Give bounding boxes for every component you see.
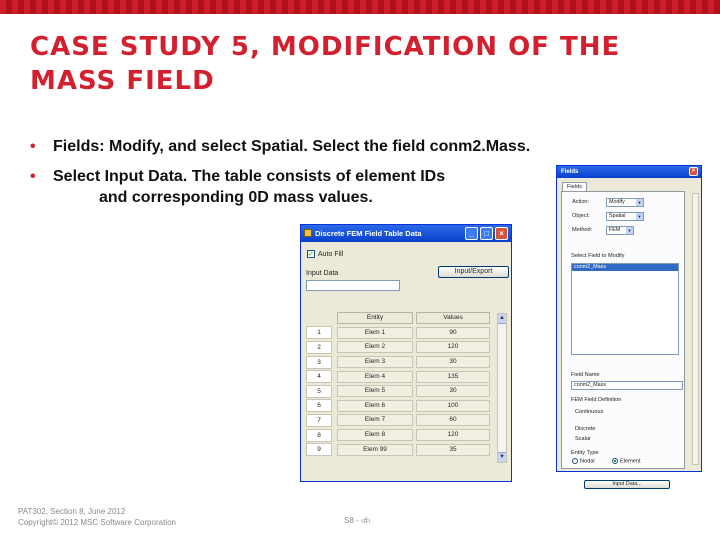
close-button[interactable]: × bbox=[495, 227, 508, 240]
row-number[interactable]: 2 bbox=[306, 341, 332, 354]
fields-tab-panel bbox=[561, 191, 685, 487]
dialog-titlebar[interactable] bbox=[301, 225, 511, 242]
tab-fields[interactable]: Fields bbox=[562, 182, 587, 191]
table-row bbox=[306, 340, 496, 355]
scroll-up-icon[interactable]: ▲ bbox=[498, 314, 506, 324]
table-scrollbar[interactable] bbox=[497, 313, 507, 463]
row-number[interactable]: 6 bbox=[306, 399, 332, 412]
entity-cell[interactable]: Elem 7 bbox=[337, 414, 413, 426]
auto-fill-label: Auto Fill bbox=[318, 250, 344, 258]
field-table bbox=[306, 311, 496, 457]
app-icon bbox=[304, 229, 312, 237]
minimize-button[interactable]: _ bbox=[465, 227, 478, 240]
scroll-down-icon[interactable]: ▼ bbox=[499, 454, 505, 460]
table-row bbox=[306, 442, 496, 457]
value-cell[interactable]: 100 bbox=[416, 400, 490, 412]
bullet-text: Select Input Data. The table consists of element IDs bbox=[53, 168, 446, 185]
row-number[interactable]: 7 bbox=[306, 414, 332, 427]
value-cell[interactable]: 135 bbox=[416, 371, 490, 383]
radio-icon[interactable] bbox=[572, 458, 578, 464]
column-header-values[interactable]: Values bbox=[416, 312, 490, 324]
entity-cell[interactable]: Elem 99 bbox=[337, 444, 413, 456]
table-row bbox=[306, 428, 496, 443]
field-list[interactable] bbox=[571, 263, 679, 355]
radio-nodal[interactable]: Nodal bbox=[572, 458, 595, 464]
value-cell[interactable]: 120 bbox=[416, 341, 490, 353]
auto-fill-checkbox[interactable]: ✓ bbox=[308, 251, 314, 258]
radio-element[interactable]: Element bbox=[612, 458, 641, 464]
fields-panel bbox=[556, 165, 702, 487]
input-data-button[interactable]: Input Data... bbox=[584, 480, 670, 489]
panel-close-button[interactable]: × bbox=[689, 167, 698, 176]
entity-cell[interactable]: Elem 8 bbox=[337, 429, 413, 441]
action-label: Action: bbox=[572, 199, 590, 205]
entity-cell[interactable]: Elem 3 bbox=[337, 356, 413, 368]
value-cell[interactable]: 60 bbox=[416, 414, 490, 426]
maximize-button[interactable]: □ bbox=[480, 227, 493, 240]
bullet-dot-icon: • bbox=[30, 138, 36, 155]
bullet-dot-icon: • bbox=[30, 168, 36, 185]
panel-titlebar[interactable] bbox=[557, 166, 701, 178]
entity-type-label: Entity Type bbox=[571, 450, 599, 456]
row-number[interactable]: 1 bbox=[306, 326, 332, 339]
row-number[interactable]: 8 bbox=[306, 429, 332, 442]
row-number[interactable]: 5 bbox=[306, 385, 332, 398]
entity-cell[interactable]: Elem 1 bbox=[337, 327, 413, 339]
row-number[interactable]: 3 bbox=[306, 356, 332, 369]
field-name-label: Field Name bbox=[571, 372, 600, 378]
bullet-item bbox=[30, 136, 670, 157]
footer-line: PAT302, Section 8, June 2012 bbox=[18, 507, 126, 516]
table-row bbox=[306, 384, 496, 399]
chevron-down-icon: ▼ bbox=[637, 214, 642, 219]
definition-discrete[interactable]: Discrete bbox=[575, 426, 596, 432]
field-name-input[interactable]: conm2_Mass bbox=[571, 381, 683, 390]
slide-title: CASE STUDY 5, MODIFICATION OF THE MASS FIELD bbox=[30, 32, 621, 96]
bullet-continuation: and corresponding 0D mass values. bbox=[99, 189, 373, 206]
input-data-label: Input Data bbox=[306, 270, 339, 277]
object-select[interactable]: Spatial ▼ bbox=[606, 212, 644, 221]
column-header-entity[interactable]: Entity bbox=[337, 312, 413, 324]
table-row bbox=[306, 355, 496, 370]
entity-cell[interactable]: Elem 6 bbox=[337, 400, 413, 412]
bullet-text: Fields: Modify, and select Spatial. Select the field conm2.Mass. bbox=[53, 138, 531, 155]
panel-title: Fields bbox=[561, 169, 579, 175]
row-number[interactable]: 9 bbox=[306, 443, 332, 456]
definition-continuous[interactable]: Continuous bbox=[575, 409, 604, 415]
field-table-dialog bbox=[300, 224, 512, 482]
panel-scrollbar[interactable] bbox=[692, 193, 699, 465]
action-select[interactable]: Modify ▼ bbox=[606, 198, 644, 207]
entity-cell[interactable]: Elem 4 bbox=[337, 371, 413, 383]
auto-fill-checkbox-row[interactable] bbox=[307, 250, 343, 258]
input-data-field[interactable] bbox=[306, 280, 400, 291]
table-row bbox=[306, 326, 496, 341]
entity-cell[interactable]: Elem 5 bbox=[337, 385, 413, 397]
row-number[interactable]: 4 bbox=[306, 370, 332, 383]
value-cell[interactable]: 30 bbox=[416, 385, 490, 397]
dialog-title: Discrete FEM Field Table Data bbox=[315, 229, 422, 238]
value-cell[interactable]: 35 bbox=[416, 444, 490, 456]
value-cell[interactable]: 120 bbox=[416, 429, 490, 441]
value-cell[interactable]: 30 bbox=[416, 356, 490, 368]
table-row bbox=[306, 399, 496, 414]
entity-cell[interactable]: Elem 2 bbox=[337, 341, 413, 353]
table-row bbox=[306, 413, 496, 428]
chevron-down-icon: ▼ bbox=[627, 228, 632, 233]
table-header bbox=[306, 311, 496, 326]
chevron-down-icon: ▼ bbox=[637, 200, 642, 205]
object-label: Object: bbox=[572, 213, 590, 219]
method-label: Method: bbox=[572, 227, 593, 233]
method-select[interactable]: FEM ▼ bbox=[606, 226, 634, 235]
footer-copyright: Copyright© 2012 MSC Software Corporation bbox=[18, 518, 176, 527]
footer bbox=[18, 506, 176, 528]
select-field-label: Select Field to Modify bbox=[571, 253, 625, 259]
table-row bbox=[306, 369, 496, 384]
input-export-button[interactable]: Input/Export bbox=[438, 266, 509, 278]
page-number: S8 - ‹#› bbox=[344, 516, 371, 525]
value-cell[interactable]: 90 bbox=[416, 327, 490, 339]
definition-scalar[interactable]: Scalar bbox=[575, 436, 591, 442]
radio-selected-icon[interactable] bbox=[612, 458, 618, 464]
top-banner bbox=[0, 0, 720, 14]
list-item[interactable]: conm2_Mass bbox=[572, 264, 678, 271]
definition-label: FEM Field Definition bbox=[571, 397, 622, 403]
